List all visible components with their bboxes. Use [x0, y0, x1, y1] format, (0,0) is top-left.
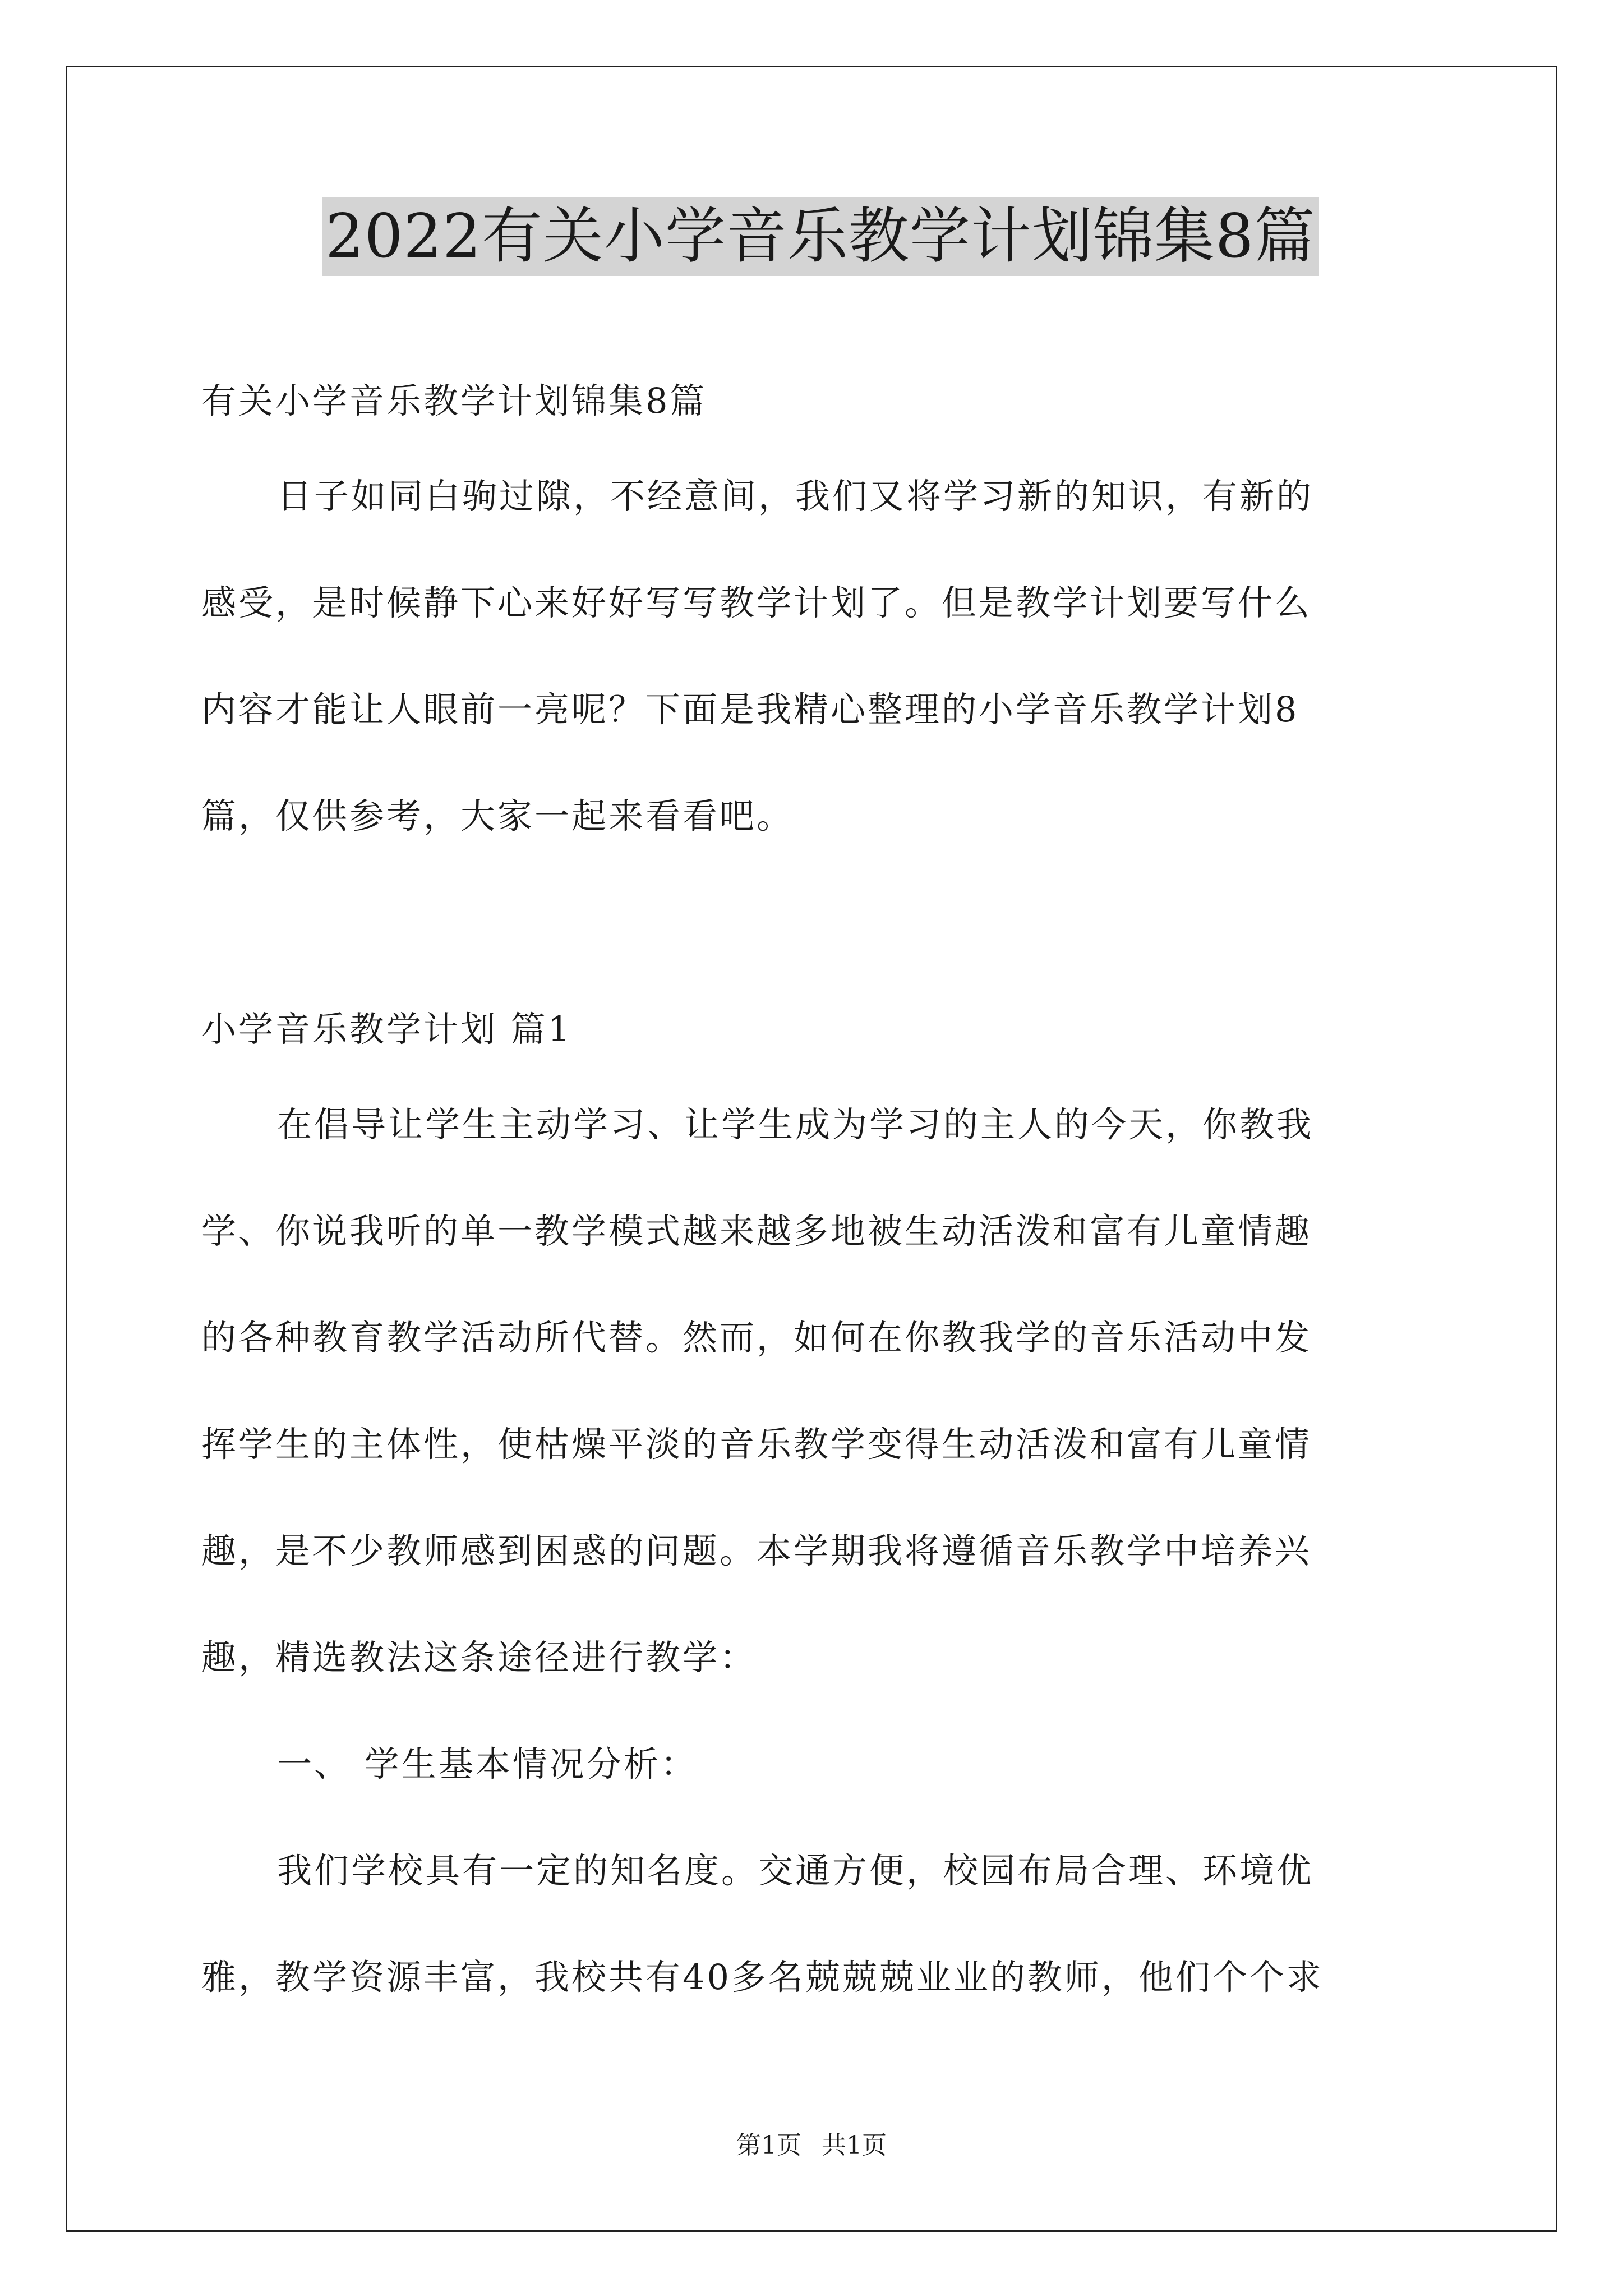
page-footer [0, 2129, 1623, 2162]
document-subtitle-block [201, 348, 1435, 454]
paragraph-line: 日子如同白驹过隙，不经意间，我们又将学习新的知识，有新的 [277, 476, 1314, 517]
paragraph-line: 篇，仅供参考，大家一起来看看吧。 [201, 795, 794, 836]
school-paragraph [201, 1818, 1435, 2031]
paragraph-line: 在倡导让学生主动学习、让学生成为学习的主人的今天，你教我 [277, 1104, 1314, 1145]
paragraph-line: 雅，教学资源丰富，我校共有40多名兢兢兢业业的教师，他们个个求 [201, 1957, 1324, 1998]
page-number-total: 共1页 [822, 2131, 887, 2160]
paragraph-line: 趣，是不少教师感到困惑的问题。本学期我将遵循音乐教学中培养兴 [201, 1530, 1312, 1571]
intro-paragraph [201, 443, 1435, 869]
paragraph-line: 趣，精选教法这条途径进行教学： [201, 1637, 757, 1678]
section-heading: 小学音乐教学计划 篇1 [201, 1009, 573, 1050]
paragraph-line: 的各种教育教学活动所代替。然而，如何在你教我学的音乐活动中发 [201, 1317, 1312, 1358]
section-paragraph [201, 1071, 1435, 1711]
paragraph-line: 我们学校具有一定的知名度。交通方便，校园布局合理、环境优 [277, 1850, 1314, 1891]
subheading-block [201, 1711, 1435, 1818]
document-title: 2022有关小学音乐教学计划锦集8篇 [322, 197, 1319, 276]
section-heading-block [201, 976, 1435, 1083]
paragraph-line: 挥学生的主体性，使枯燥平淡的音乐教学变得生动活泼和富有儿童情 [201, 1424, 1312, 1465]
paragraph-line: 学、你说我听的单一教学模式越来越多地被生动活泼和富有儿童情趣 [201, 1211, 1312, 1251]
paragraph-line: 感受，是时候静下心来好好写写教学计划了。但是教学计划要写什么 [201, 582, 1312, 623]
document-subtitle: 有关小学音乐教学计划锦集8篇 [201, 380, 707, 421]
subheading: 一、 学生基本情况分析： [277, 1743, 698, 1784]
page-number-current: 第1页 [736, 2131, 801, 2160]
paragraph-line: 内容才能让人眼前一亮呢？下面是我精心整理的小学音乐教学计划8 [201, 689, 1299, 730]
